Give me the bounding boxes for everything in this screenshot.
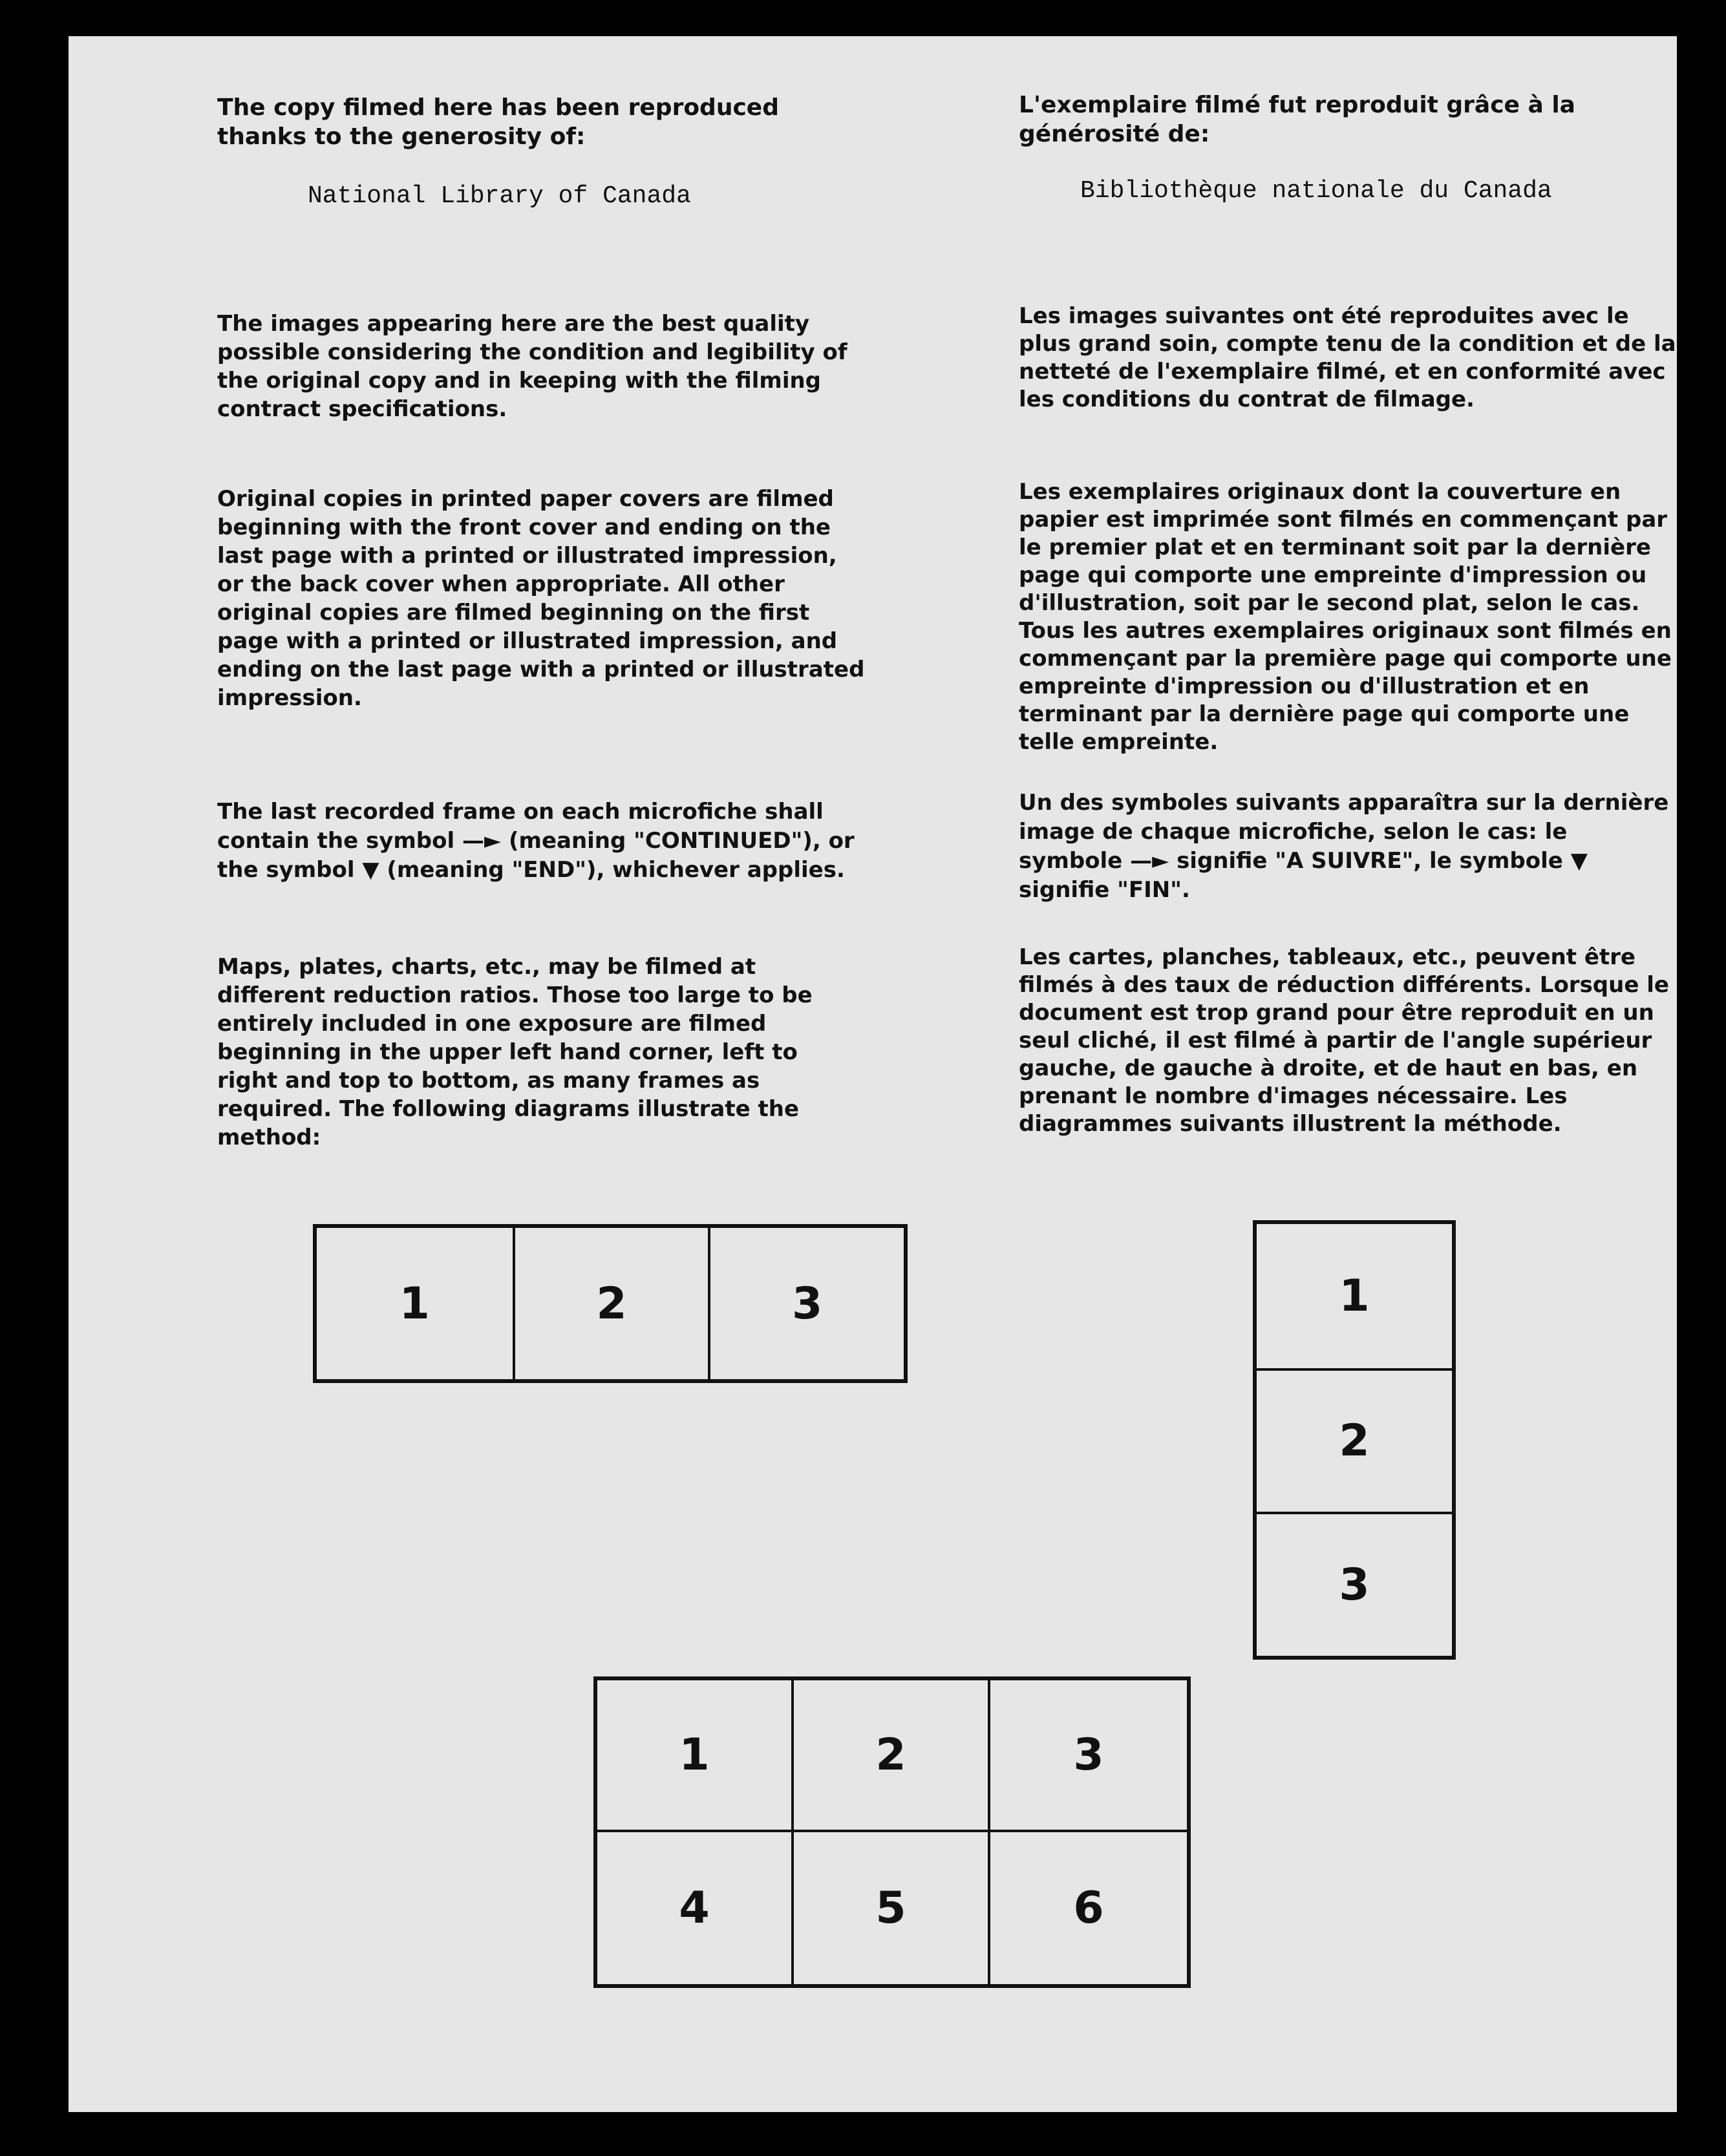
- french-symbols-paragraph: [1019, 788, 1678, 905]
- french-symbols-text-b: signifie "A SUIVRE", le symbole: [1169, 848, 1571, 874]
- french-maps-paragraph: Les cartes, planches, tableaux, etc., peuvent être filmés à des taux de réduction différents. Lorsque le document est trop grand pour être reproduit en un seul cliché, il est filmé à partir de l'angle supérieur gauche, de gauche à droite, et de haut en bas, en prenant le nombre d'images nécessaire. Les diagrammes suivants illustrent la méthode.: [1019, 944, 1669, 1137]
- frame-cell: 3: [1257, 1512, 1452, 1656]
- frame-cell: 1: [1339, 1270, 1370, 1322]
- french-symbols-text-a: Un des symboles suivants apparaîtra sur la dernière image de chaque microfiche, selon le cas: le symbole: [1019, 790, 1669, 874]
- frame-cell: 6: [1073, 1883, 1104, 1934]
- french-original-copies-paragraph: Les exemplaires originaux dont la couverture en papier est imprimée sont filmés en commençant par le premier plat et en terminant soit par la dernière page qui comporte une empreinte d'impression ou d'illustration, soit par le second plat, selon le cas. Tous les autres exemplaires originaux sont filmés en commençant par la première page qui comporte une empreinte d'impression ou d'illustration et en terminant par la dernière page qui comporte une telle empreinte.: [1019, 479, 1672, 755]
- frame-cell: 2: [794, 1680, 990, 1832]
- end-triangle-icon: ▼: [362, 857, 379, 883]
- english-institution: National Library of Canada: [308, 182, 691, 210]
- english-original-copies-paragraph: Original copies in printed paper covers are filmed beginning with the front cover and ending on the last page with a printed or illustrated impression, or the back cover when appropriate. All other original copies are filmed beginning on the first page with a printed or illustrated impression, and ending on the last page with a printed or illustrated impression.: [217, 486, 865, 711]
- english-symbols-paragraph: [217, 798, 864, 885]
- frame-cell: 1: [597, 1680, 794, 1832]
- frame-cell: 2: [1257, 1368, 1452, 1512]
- frame-cell: 1: [399, 1278, 430, 1329]
- continued-arrow-icon: —►: [462, 828, 502, 854]
- french-institution: Bibliothèque nationale du Canada: [1080, 177, 1552, 205]
- diagram-horizontal-three: [313, 1224, 908, 1383]
- frame-cell: 3: [990, 1680, 1187, 1832]
- frame-cell: 5: [794, 1832, 990, 1984]
- english-maps-paragraph: Maps, plates, charts, etc., may be filmed at different reduction ratios. Those too large to be entirely included in one exposure are filmed beginning in the upper left hand corner, left to right and top to bottom, as many frames as required. The following diagrams illustrate the method:: [217, 954, 813, 1150]
- frame-cell: 4: [597, 1832, 794, 1984]
- diagram-vertical-three: [1253, 1220, 1456, 1660]
- english-quality-paragraph: The images appearing here are the best quality possible considering the condition and legibility of the original copy and in keeping with the filming contract specifications.: [217, 311, 847, 422]
- suivre-arrow-icon: —►: [1130, 848, 1169, 874]
- english-symbols-text-b: (meaning "CONTINUED"), or the symbol: [217, 828, 855, 883]
- frame-cell: 2: [513, 1228, 709, 1379]
- french-intro: L'exemplaire filmé fut reproduit grâce à la générosité de:: [1019, 92, 1575, 147]
- english-symbols-text-a: The last recorded frame on each microfiche shall contain the symbol: [217, 799, 824, 854]
- frame-cell: 3: [708, 1228, 904, 1379]
- diagram-grid-six: [593, 1676, 1191, 1988]
- microfiche-notice-page: [69, 36, 1677, 2112]
- fin-triangle-icon: ▼: [1570, 848, 1588, 874]
- english-intro: The copy filmed here has been reproduced thanks to the generosity of:: [217, 94, 779, 150]
- french-quality-paragraph: Les images suivantes ont été reproduites avec le plus grand soin, compte tenu de la condition et de la netteté de l'exemplaire filmé, et en conformité avec les conditions du contrat de filmage.: [1019, 303, 1676, 412]
- english-symbols-text-c: (meaning "END"), whichever applies.: [379, 857, 845, 883]
- french-symbols-text-c: signifie "FIN".: [1019, 877, 1190, 903]
